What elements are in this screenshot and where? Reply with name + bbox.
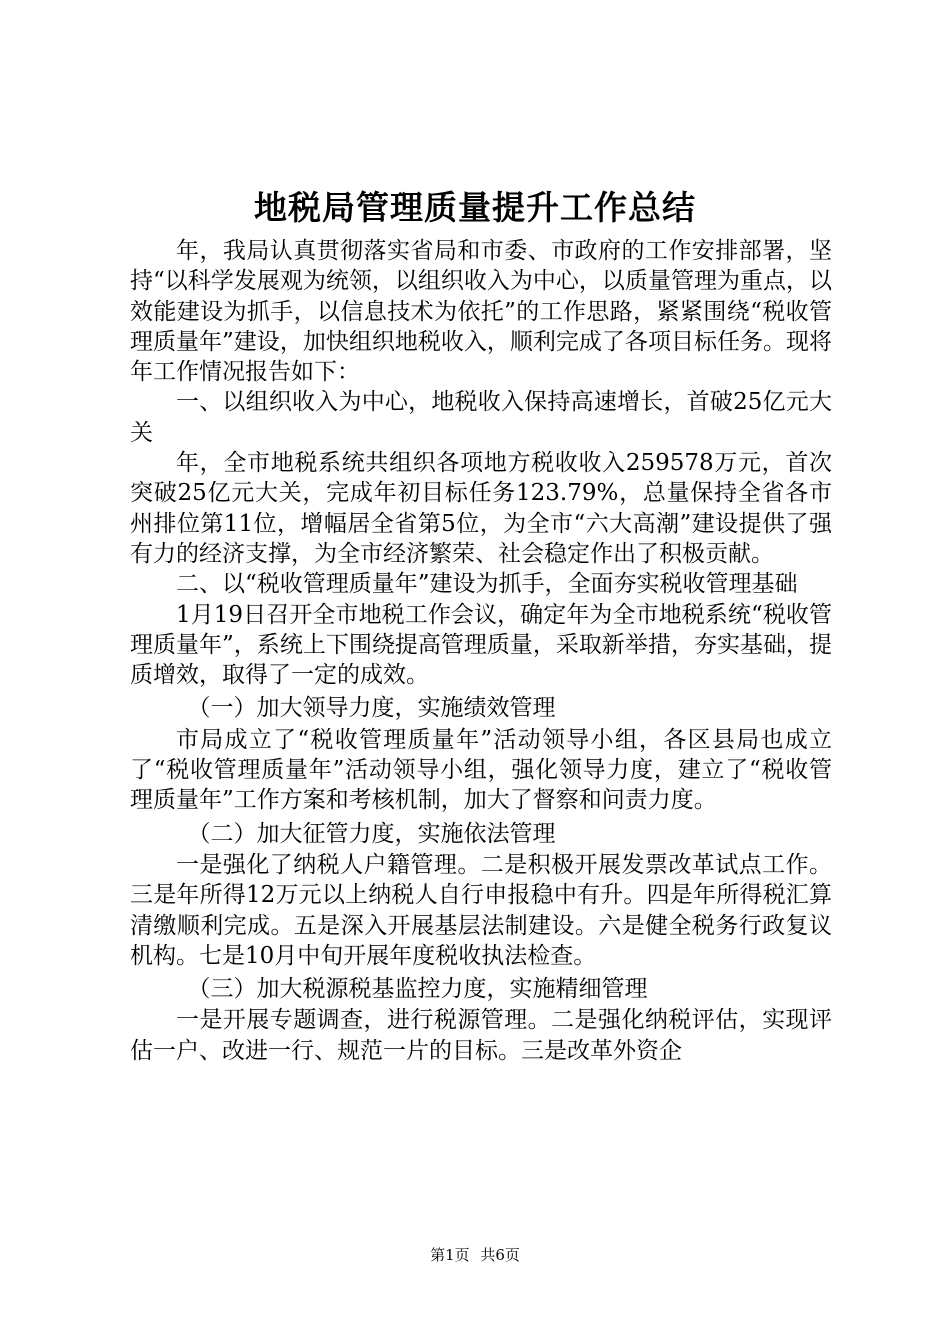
subsection-heading-2: （二）加大征管力度，实施依法管理 xyxy=(187,820,556,847)
page-footer xyxy=(0,1245,950,1265)
page-total: 共6页 xyxy=(480,1246,520,1264)
page-number: 第1页 xyxy=(430,1246,470,1264)
paragraph-fine-management: 一是开展专题调查，进行税源管理。二是强化纳税评估，实现评估一户、改进一行、规范一片的目标。三是改革外资企 xyxy=(130,1007,832,1064)
paragraph-law-management: 一是强化了纳税人户籍管理。二是积极开展发票改革试点工作。三是年所得12万元以上纳税人自行申报稳中有升。四是年所得税汇算清缴顺利完成。五是深入开展基层法制建设。六是健全税务行政复议机构。七是10月中旬开展年度税收执法检查。 xyxy=(130,851,832,969)
subsection-heading-1: （一）加大领导力度，实施绩效管理 xyxy=(187,695,556,722)
subsection-heading-3: （三）加大税源税基监控力度，实施精细管理 xyxy=(187,976,648,1003)
section-heading-1: 一、以组织收入为中心，地税收入保持高速增长，首破25亿元大关 xyxy=(130,389,832,446)
paragraph-quality-year: 1月19日召开全市地税工作会议，确定年为全市地税系统“税收管理质量年”，系统上下围绕提高管理质量，采取新举措，夯实基础，提质增效，取得了一定的成效。 xyxy=(130,601,832,689)
section-heading-2: 二、以“税收管理质量年”建设为抓手，全面夯实税收管理基础 xyxy=(176,571,798,598)
paragraph-leadership: 市局成立了“税收管理质量年”活动领导小组，各区县局也成立了“税收管理质量年”活动领导小组，强化领导力度，建立了“税收管理质量年”工作方案和考核机制，加大了督察和问责力度。 xyxy=(130,726,832,814)
document-body xyxy=(130,236,832,1066)
paragraph-revenue: 年，全市地税系统共组织各项地方税收收入259578万元，首次突破25亿元大关，完成年初目标任务123.79%，总量保持全省各市州排位第11位，增幅居全省第5位，为全市“六大高潮”建设提供了强有力的经济支撑，为全市经济繁荣、社会稳定作出了积极贡献。 xyxy=(130,450,832,567)
document-title: 地税局管理质量提升工作总结 xyxy=(254,188,696,227)
paragraph-intro: 年，我局认真贯彻落实省局和市委、市政府的工作安排部署，坚持“以科学发展观为统领，以组织收入为中心，以质量管理为重点，以效能建设为抓手，以信息技术为依托”的工作思路，紧紧围绕“税收管理质量年”建设，加快组织地税收入，顺利完成了各项目标任务。现将年工作情况报告如下： xyxy=(130,238,832,386)
